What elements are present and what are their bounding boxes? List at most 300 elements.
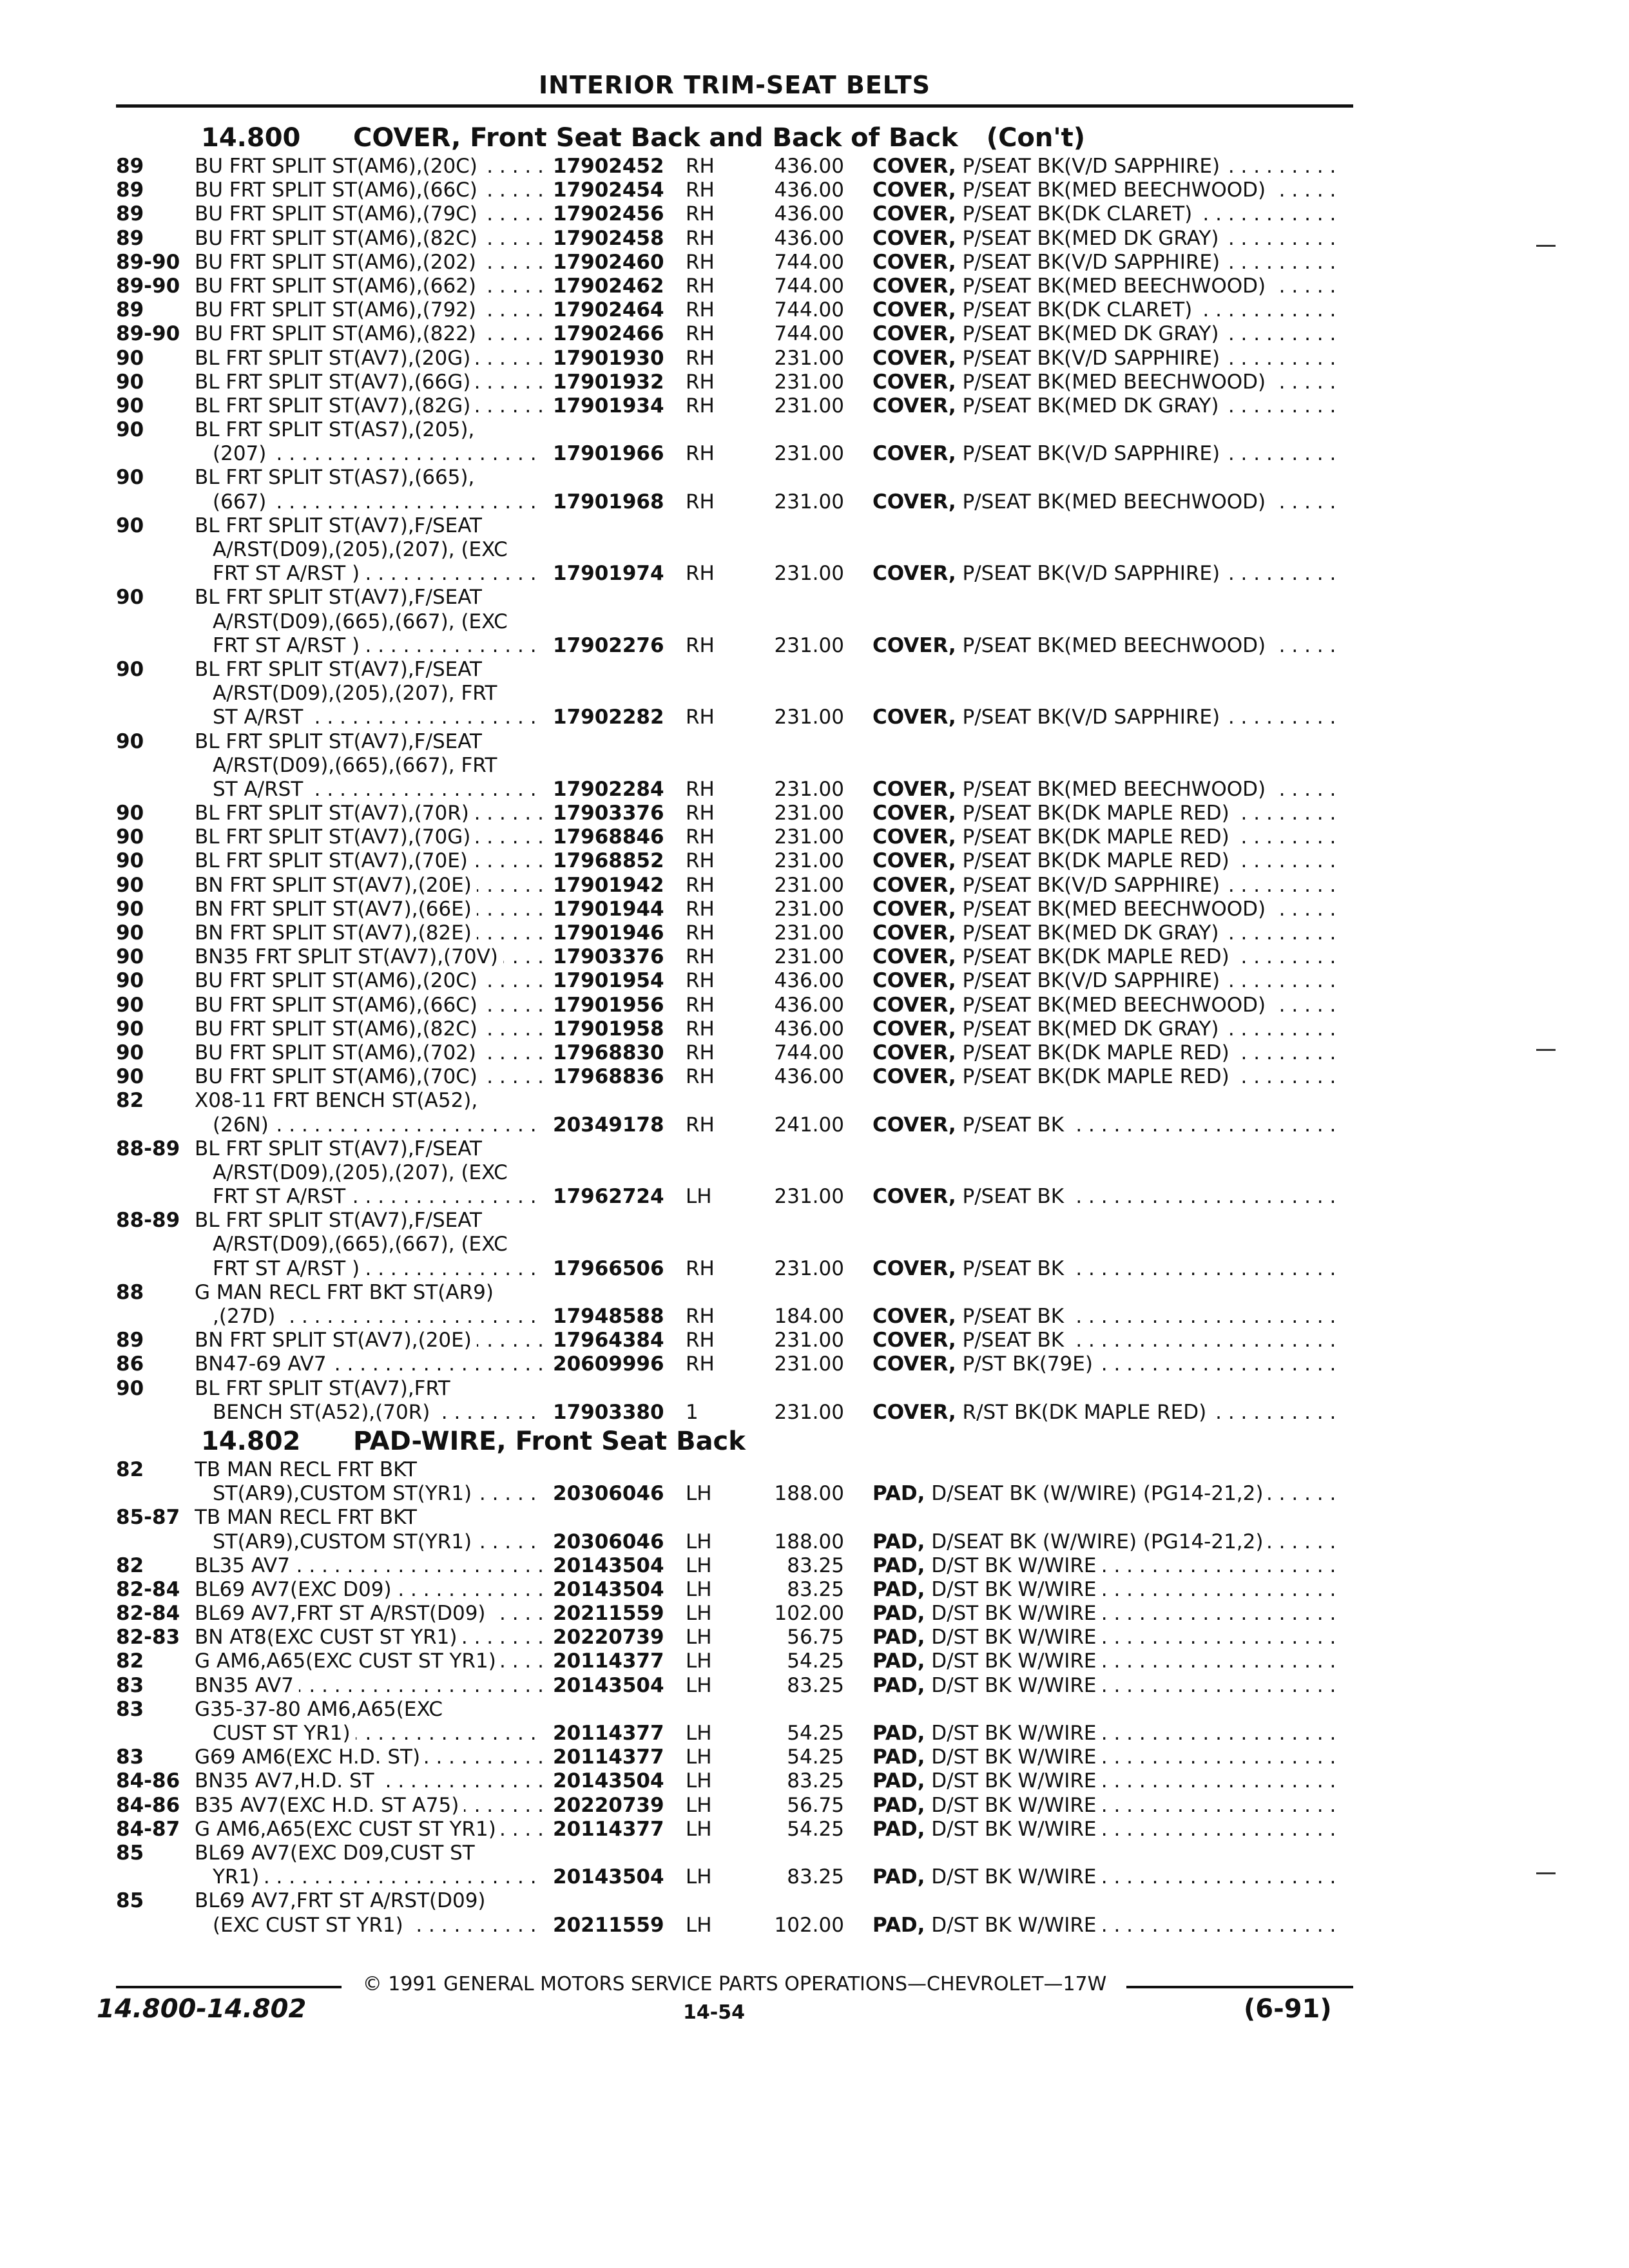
part-name	[872, 874, 1343, 898]
qty-side: RH	[686, 1017, 715, 1041]
part-name	[872, 1185, 1343, 1209]
part-noun: COVER,	[872, 346, 956, 370]
description-text: BL FRT SPLIT ST(AV7),F/SEAT	[195, 1137, 487, 1160]
year-range: 86	[116, 1352, 144, 1376]
list-price: 83.25	[787, 1577, 844, 1601]
description-text: ST A/RST	[213, 778, 308, 801]
page-header-title: INTERIOR TRIM-SEAT BELTS	[539, 71, 930, 99]
table-row	[0, 227, 1629, 251]
part-noun: PAD,	[872, 1865, 925, 1889]
section-heading	[0, 1425, 1629, 1458]
table-row	[0, 634, 1629, 658]
year-range: 90	[116, 897, 144, 921]
model-description	[195, 298, 543, 322]
description-text: BU FRT SPLIT ST(AM6),(792)	[195, 298, 481, 322]
margin-mark	[1536, 245, 1556, 247]
year-range: 82	[116, 1553, 144, 1577]
part-name-text	[872, 1017, 1224, 1041]
table-row-continuation	[0, 538, 1629, 562]
year-range: 88	[116, 1280, 144, 1304]
part-detail: P/SEAT BK	[962, 1113, 1065, 1137]
year-range: 89	[116, 178, 144, 202]
model-description	[195, 1578, 543, 1602]
description-text: BL FRT SPLIT ST(AV7),(66G)	[195, 370, 476, 394]
part-name	[872, 1113, 1343, 1137]
list-price: 231.00	[774, 945, 844, 969]
model-description	[195, 178, 543, 202]
part-noun: COVER,	[872, 322, 956, 346]
description-text: BENCH ST(A52),(70R)	[213, 1401, 435, 1424]
model-description	[213, 1257, 543, 1281]
model-description	[195, 1649, 543, 1673]
part-name	[872, 394, 1343, 418]
model-description	[195, 1626, 543, 1649]
part-noun: COVER,	[872, 849, 956, 873]
part-name	[872, 1818, 1343, 1841]
part-name-text	[872, 1865, 1101, 1888]
model-description	[195, 1602, 543, 1626]
description-text: BN AT8(EXC CUST ST YR1)	[195, 1626, 463, 1649]
table-row	[0, 969, 1629, 993]
part-detail: D/ST BK W/WIRE	[931, 1673, 1097, 1697]
part-number: 20143504	[553, 1553, 664, 1577]
part-detail: D/ST BK W/WIRE	[931, 1602, 1097, 1626]
part-name-text	[872, 1649, 1101, 1673]
part-name	[872, 251, 1343, 274]
part-noun: COVER,	[872, 873, 956, 897]
part-noun: COVER,	[872, 945, 956, 969]
year-range: 82-84	[116, 1602, 180, 1626]
description-text: B35 AV7(EXC H.D. ST A75)	[195, 1794, 464, 1817]
description-text: FRT ST A/RST )	[213, 634, 365, 657]
description-text: ST A/RST	[213, 706, 308, 729]
part-detail: D/SEAT BK (W/WIRE) (PG14-21,2)	[931, 1482, 1264, 1506]
model-description	[213, 1401, 543, 1425]
part-name-text	[872, 1674, 1101, 1697]
list-price: 231.00	[774, 873, 844, 897]
part-name	[872, 1482, 1343, 1506]
model-description	[195, 802, 543, 825]
description-text: X08-11 FRT BENCH ST(A52),	[195, 1089, 483, 1112]
part-name	[872, 706, 1343, 729]
year-range: 90	[116, 802, 144, 825]
part-number: 17902452	[553, 155, 664, 178]
part-number: 17903376	[553, 802, 664, 825]
model-description	[213, 1113, 543, 1137]
list-price: 744.00	[774, 274, 844, 298]
part-name	[872, 1626, 1343, 1649]
part-number: 20143504	[553, 1769, 664, 1793]
part-detail: P/SEAT BK(DK MAPLE RED)	[962, 802, 1229, 825]
year-range: 90	[116, 825, 144, 849]
part-name-text	[872, 370, 1271, 394]
part-detail: D/ST BK W/WIRE	[931, 1722, 1097, 1745]
part-number: 17901956	[553, 993, 664, 1017]
year-range: 89	[116, 298, 144, 322]
model-description	[195, 466, 543, 490]
description-text: BL FRT SPLIT ST(AV7),F/SEAT	[195, 1209, 487, 1232]
year-range: 84-87	[116, 1817, 180, 1841]
part-name	[872, 370, 1343, 394]
table-row-continuation	[0, 514, 1629, 538]
model-description	[195, 874, 543, 898]
table-row-continuation	[0, 754, 1629, 778]
description-text: G35-37-80 AM6,A65(EXC	[195, 1698, 448, 1721]
table-row	[0, 490, 1629, 514]
year-range: 90	[116, 1376, 144, 1400]
model-description	[195, 1841, 543, 1865]
part-name-text	[872, 706, 1225, 729]
year-range: 90	[116, 394, 144, 418]
part-name-text	[872, 394, 1224, 418]
footer-page-number: 14-54	[683, 2001, 745, 2024]
part-detail: P/SEAT BK(MED BEECHWOOD)	[962, 777, 1266, 801]
model-description	[213, 706, 543, 729]
part-number: 17901968	[553, 490, 664, 514]
qty-side: LH	[686, 1553, 712, 1577]
year-range: 89-90	[116, 250, 180, 274]
part-name	[872, 202, 1343, 226]
description-text: CUST ST YR1)	[213, 1722, 356, 1745]
description-text: G AM6,A65(EXC CUST ST YR1)	[195, 1649, 501, 1673]
part-number: 17964384	[553, 1329, 664, 1352]
model-description	[213, 1305, 543, 1329]
part-number: 17901934	[553, 394, 664, 418]
part-number: 20220739	[553, 1626, 664, 1649]
table-row	[0, 706, 1629, 729]
table-row	[0, 1329, 1629, 1352]
description-text: A/RST(D09),(205),(207), (EXC	[213, 538, 513, 561]
description-text: BU FRT SPLIT ST(AM6),(702)	[195, 1041, 481, 1064]
model-description	[195, 155, 543, 178]
margin-mark	[1536, 1872, 1556, 1874]
table-row	[0, 1017, 1629, 1041]
table-row-continuation	[0, 1841, 1629, 1865]
model-description	[195, 1698, 543, 1722]
part-detail: D/ST BK W/WIRE	[931, 1913, 1097, 1937]
description-text: BL FRT SPLIT ST(AV7),F/SEAT	[195, 586, 487, 609]
table-row	[0, 251, 1629, 274]
description-text: G MAN RECL FRT BKT ST(AR9)	[195, 1281, 499, 1304]
description-text: BL69 AV7,FRT ST A/RST(D09)	[195, 1889, 491, 1912]
qty-side: RH	[686, 346, 715, 370]
part-name-text	[872, 1602, 1101, 1625]
part-name	[872, 969, 1343, 993]
description-text: A/RST(D09),(665),(667), (EXC	[213, 1233, 513, 1256]
part-detail: P/SEAT BK(V/D SAPPHIRE)	[962, 562, 1220, 586]
part-name	[872, 634, 1343, 658]
qty-side: RH	[686, 1305, 715, 1328]
part-number: 17901958	[553, 1017, 664, 1041]
part-number: 17901944	[553, 897, 664, 921]
table-row	[0, 347, 1629, 370]
qty-side: LH	[686, 1673, 712, 1697]
description-text: (667)	[213, 490, 271, 514]
part-name	[872, 562, 1343, 586]
model-description	[195, 1041, 543, 1065]
part-name	[872, 347, 1343, 370]
model-description	[213, 1185, 543, 1209]
model-description	[213, 1233, 543, 1256]
part-number: 17901932	[553, 370, 664, 394]
table-row	[0, 1649, 1629, 1673]
year-range: 83	[116, 1697, 144, 1721]
part-detail: P/SEAT BK(DK MAPLE RED)	[962, 825, 1229, 849]
table-row	[0, 1065, 1629, 1089]
model-description	[213, 1722, 543, 1745]
part-name-text	[872, 1305, 1069, 1328]
part-number: 17968852	[553, 849, 664, 873]
qty-side: RH	[686, 298, 715, 322]
model-description	[213, 634, 543, 658]
part-noun: COVER,	[872, 1017, 956, 1041]
part-name-text	[872, 802, 1235, 825]
model-description	[195, 825, 543, 849]
part-name	[872, 1769, 1343, 1793]
description-text: BL FRT SPLIT ST(AV7),(20G)	[195, 347, 476, 370]
description-text: BN FRT SPLIT ST(AV7),(82E)	[195, 921, 477, 945]
part-noun: PAD,	[872, 1530, 925, 1553]
part-name	[872, 1257, 1343, 1281]
model-description	[195, 251, 543, 274]
part-name-text	[872, 562, 1225, 585]
table-row-continuation	[0, 418, 1629, 442]
part-detail: P/SEAT BK(MED BEECHWOOD)	[962, 897, 1266, 921]
part-name	[872, 1554, 1343, 1578]
list-price: 231.00	[774, 1256, 844, 1280]
list-price: 54.25	[787, 1817, 844, 1841]
part-name	[872, 1017, 1343, 1041]
list-price: 83.25	[787, 1553, 844, 1577]
part-name	[872, 898, 1343, 921]
model-description	[195, 1065, 543, 1089]
model-description	[213, 1865, 543, 1889]
model-description	[213, 1482, 543, 1506]
section-title	[353, 121, 1085, 155]
part-number: 20114377	[553, 1722, 664, 1745]
part-detail: R/ST BK(DK MAPLE RED)	[962, 1400, 1207, 1424]
part-name	[872, 227, 1343, 251]
list-price: 83.25	[787, 1673, 844, 1697]
year-range: 89	[116, 1329, 144, 1352]
table-row	[0, 155, 1629, 178]
description-text: BN35 AV7	[195, 1674, 299, 1697]
model-description	[195, 1281, 543, 1305]
table-row	[0, 1482, 1629, 1506]
list-price: 744.00	[774, 298, 844, 322]
description-text: BN FRT SPLIT ST(AV7),(20E)	[195, 874, 477, 897]
part-number: 17901974	[553, 562, 664, 586]
footer-section-range: 14.800-14.802	[97, 1994, 307, 2024]
part-detail: P/SEAT BK(DK MAPLE RED)	[962, 1065, 1229, 1089]
description-text: BN35 FRT SPLIT ST(AV7),(70V)	[195, 945, 503, 968]
part-noun: COVER,	[872, 1400, 956, 1424]
table-row	[0, 1578, 1629, 1602]
part-number: 17901954	[553, 969, 664, 993]
part-name	[872, 1722, 1343, 1745]
description-text: BN FRT SPLIT ST(AV7),(20E)	[195, 1329, 477, 1352]
list-price: 436.00	[774, 1065, 844, 1089]
list-price: 83.25	[787, 1769, 844, 1793]
model-description	[213, 1914, 543, 1937]
year-range: 82-83	[116, 1626, 180, 1649]
part-number: 20220739	[553, 1793, 664, 1817]
model-description	[195, 274, 543, 298]
part-detail: D/SEAT BK (W/WIRE) (PG14-21,2)	[931, 1530, 1264, 1553]
part-number: 17966506	[553, 1256, 664, 1280]
part-name	[872, 825, 1343, 849]
table-row-continuation	[0, 1161, 1629, 1185]
table-row	[0, 1113, 1629, 1137]
part-noun: COVER,	[872, 370, 956, 394]
description-text: BU FRT SPLIT ST(AM6),(66C)	[195, 994, 483, 1017]
model-description	[195, 969, 543, 993]
part-number: 17901930	[553, 346, 664, 370]
model-description	[195, 1089, 543, 1113]
part-detail: D/ST BK W/WIRE	[931, 1745, 1097, 1769]
table-row	[0, 442, 1629, 466]
model-description	[195, 1818, 543, 1841]
part-detail: P/ST BK(79E)	[962, 1352, 1093, 1376]
part-name-text	[872, 1185, 1069, 1208]
table-row-continuation	[0, 610, 1629, 634]
list-price: 231.00	[774, 633, 844, 657]
qty-side: RH	[686, 1256, 715, 1280]
qty-side: RH	[686, 633, 715, 657]
year-range: 90	[116, 657, 144, 681]
qty-side: LH	[686, 1865, 712, 1889]
qty-side: RH	[686, 1352, 715, 1376]
year-range: 90	[116, 873, 144, 897]
year-range: 90	[116, 346, 144, 370]
part-name-text	[872, 1329, 1069, 1352]
year-range: 90	[116, 370, 144, 394]
part-name-text	[872, 969, 1225, 992]
list-price: 102.00	[774, 1602, 844, 1626]
part-noun: COVER,	[872, 274, 956, 298]
qty-side: RH	[686, 562, 715, 586]
model-description	[195, 1506, 543, 1530]
list-price: 56.75	[787, 1793, 844, 1817]
model-description	[195, 1554, 543, 1578]
year-range: 85	[116, 1889, 144, 1913]
model-description	[195, 1352, 543, 1376]
year-range: 90	[116, 849, 144, 873]
table-row	[0, 1626, 1629, 1649]
part-name	[872, 849, 1343, 873]
part-name-text	[872, 994, 1271, 1017]
table-row	[0, 778, 1629, 802]
qty-side: RH	[686, 802, 715, 825]
description-text: A/RST(D09),(665),(667), FRT	[213, 754, 503, 777]
list-price: 54.25	[787, 1745, 844, 1769]
part-detail: P/SEAT BK	[962, 1256, 1065, 1280]
part-noun: COVER,	[872, 633, 956, 657]
part-name	[872, 490, 1343, 514]
year-range: 88-89	[116, 1209, 180, 1233]
part-detail: D/ST BK W/WIRE	[931, 1769, 1097, 1793]
year-range: 89-90	[116, 274, 180, 298]
model-description	[195, 1769, 543, 1793]
qty-side: RH	[686, 394, 715, 418]
year-range: 82	[116, 1649, 144, 1673]
description-text: BL FRT SPLIT ST(AV7),(70E)	[195, 849, 473, 872]
section-title-text: COVER, Front Seat Back and Back of Back	[353, 123, 958, 153]
header-rule	[116, 104, 1353, 108]
table-row-continuation	[0, 1281, 1629, 1305]
description-text: BL FRT SPLIT ST(AS7),(665),	[195, 466, 479, 489]
table-row	[0, 1722, 1629, 1745]
table-row	[0, 994, 1629, 1017]
description-text: BL FRT SPLIT ST(AV7),(70G)	[195, 825, 476, 849]
part-noun: COVER,	[872, 1185, 956, 1209]
part-number: 20114377	[553, 1745, 664, 1769]
list-price: 436.00	[774, 226, 844, 250]
qty-side: LH	[686, 1913, 712, 1937]
part-name	[872, 1794, 1343, 1818]
section-heading	[0, 121, 1629, 155]
part-name-text	[872, 945, 1235, 968]
part-detail: P/SEAT BK(DK MAPLE RED)	[962, 1041, 1229, 1064]
part-name-text	[872, 1769, 1101, 1792]
part-name	[872, 1578, 1343, 1602]
part-name-text	[872, 298, 1197, 322]
model-description	[195, 1458, 543, 1482]
model-description	[195, 1209, 543, 1233]
list-price: 231.00	[774, 394, 844, 418]
part-name	[872, 1401, 1343, 1425]
description-text: BU FRT SPLIT ST(AM6),(20C)	[195, 155, 483, 178]
part-detail: P/SEAT BK(V/D SAPPHIRE)	[962, 346, 1220, 370]
qty-side: RH	[686, 274, 715, 298]
qty-side: LH	[686, 1482, 712, 1506]
part-name-text	[872, 202, 1197, 226]
part-noun: PAD,	[872, 1577, 925, 1601]
part-name	[872, 1065, 1343, 1089]
part-number: 17948588	[553, 1305, 664, 1328]
part-detail: P/SEAT BK(MED DK GRAY)	[962, 226, 1219, 250]
part-detail: P/SEAT BK(V/D SAPPHIRE)	[962, 873, 1220, 897]
model-description	[195, 1137, 543, 1161]
part-detail: P/SEAT BK(MED BEECHWOOD)	[962, 178, 1266, 202]
description-text: YR1)	[213, 1865, 264, 1888]
description-text: BL35 AV7	[195, 1554, 295, 1577]
part-number: 17962724	[553, 1185, 664, 1209]
part-name-text	[872, 1352, 1098, 1376]
model-description	[195, 514, 543, 538]
part-detail: P/SEAT BK(DK MAPLE RED)	[962, 945, 1229, 969]
qty-side: RH	[686, 442, 715, 466]
part-noun: COVER,	[872, 993, 956, 1017]
part-number: 20143504	[553, 1865, 664, 1889]
year-range: 90	[116, 586, 144, 610]
table-row	[0, 945, 1629, 969]
table-row	[0, 1794, 1629, 1818]
part-name-text	[872, 155, 1225, 178]
part-noun: COVER,	[872, 298, 956, 322]
part-name	[872, 178, 1343, 202]
qty-side: RH	[686, 250, 715, 274]
part-number: 20306046	[553, 1482, 664, 1506]
table-row	[0, 1257, 1629, 1281]
year-range: 84-86	[116, 1769, 180, 1793]
qty-side: RH	[686, 993, 715, 1017]
footer-rule-left	[116, 1986, 342, 1988]
section-number: 14.800	[201, 123, 301, 153]
part-name	[872, 1352, 1343, 1376]
part-noun: PAD,	[872, 1649, 925, 1673]
part-detail: P/SEAT BK(MED BEECHWOOD)	[962, 993, 1266, 1017]
